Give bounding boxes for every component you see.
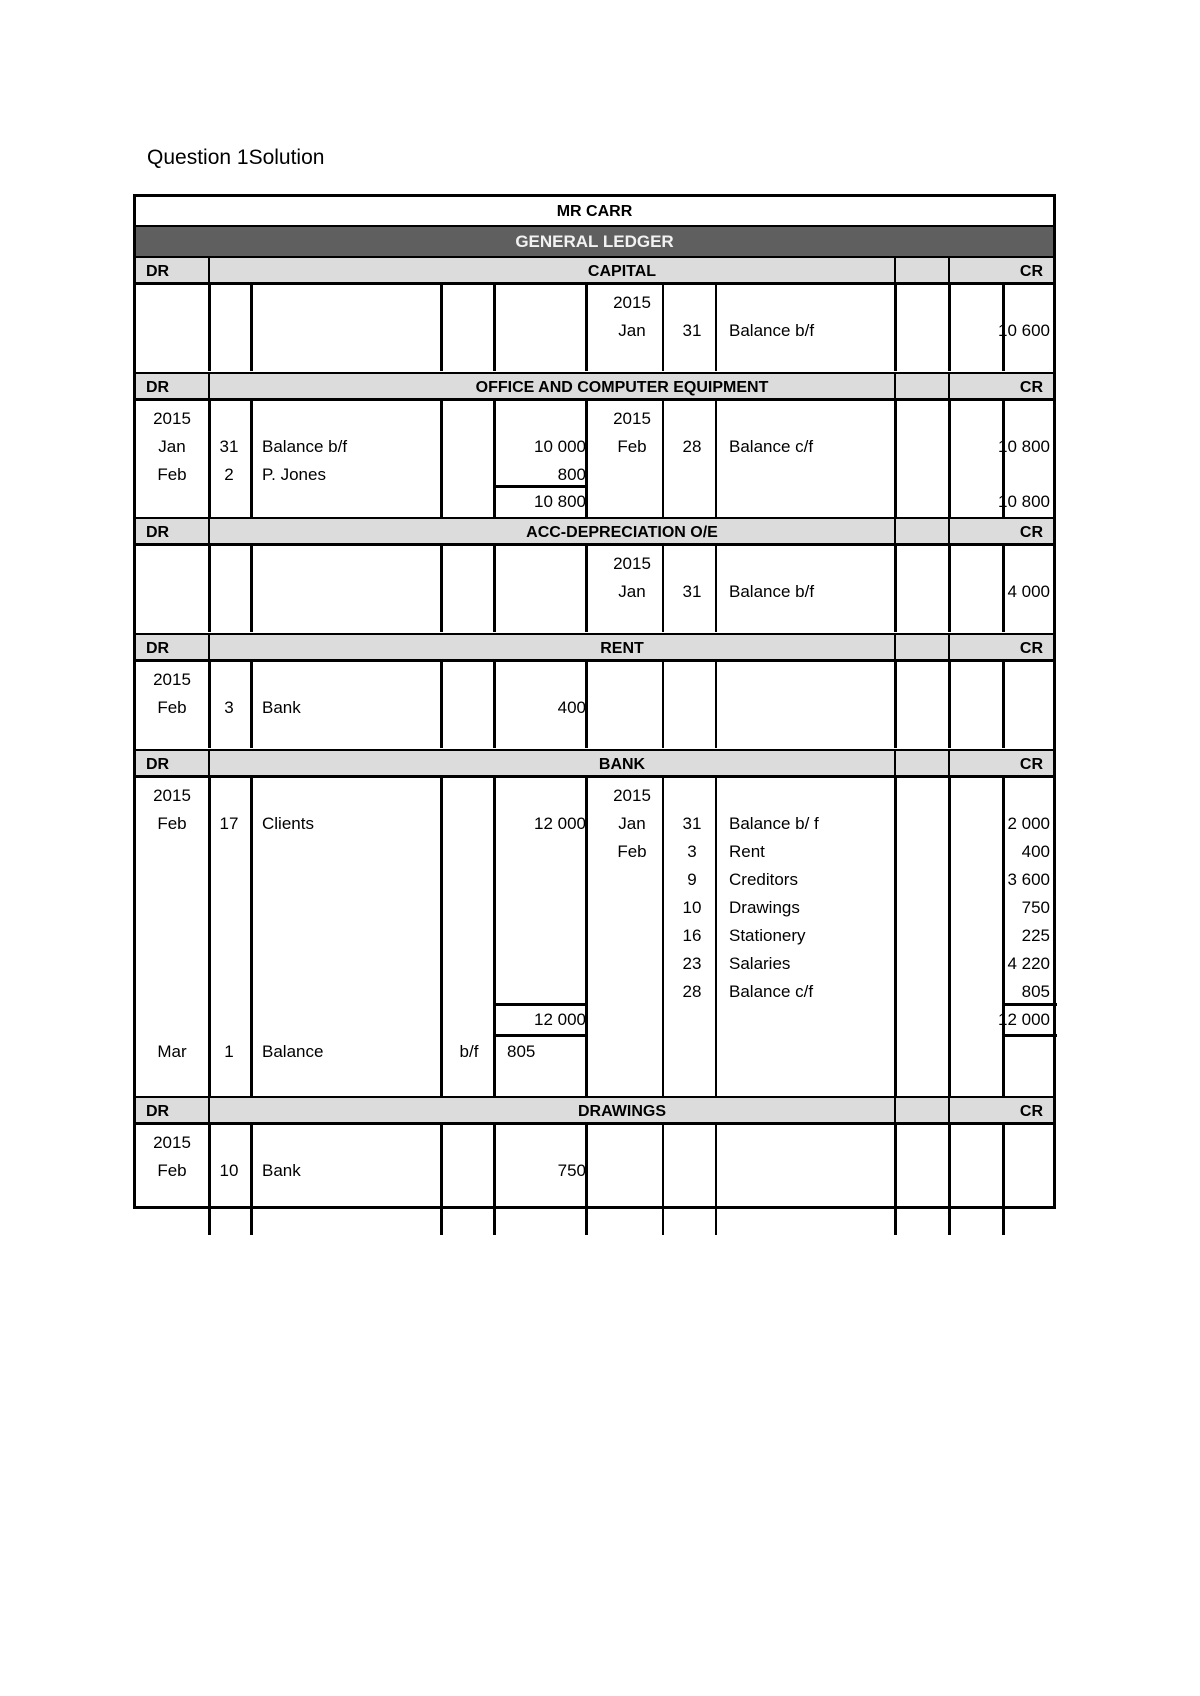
credit-total: 12 000 [998, 1010, 1050, 1029]
entry-year: 2015 [613, 293, 651, 312]
account-title: OFFICE AND COMPUTER EQUIPMENT [475, 379, 769, 396]
entry-month: Feb [157, 465, 187, 484]
column-divider [894, 374, 896, 398]
column-divider [662, 1125, 664, 1235]
general-ledger-table [133, 194, 1056, 1209]
column-divider [250, 546, 253, 632]
column-divider [208, 1098, 210, 1122]
entry-details: Salaries [729, 954, 791, 973]
column-divider [250, 401, 253, 518]
account-title: ACC-DEPRECIATION O/E [526, 524, 718, 541]
entry-amount: 800 [557, 465, 586, 484]
column-divider [585, 285, 588, 371]
entry-day: 1 [224, 1042, 234, 1061]
column-divider [715, 662, 717, 748]
column-divider [948, 374, 950, 398]
entry-amount: 750 [1021, 898, 1050, 917]
account-header-office_equipment [136, 372, 1053, 401]
debit-total: 10 800 [534, 492, 586, 511]
column-divider [250, 285, 253, 371]
cr-label: CR [1019, 756, 1043, 773]
entry-details: Bank [262, 1161, 301, 1180]
column-divider [948, 662, 951, 748]
entry-details: Rent [729, 842, 765, 861]
column-divider [1002, 1125, 1005, 1235]
entry-day: 3 [224, 698, 234, 717]
entry-month: Feb [157, 1161, 187, 1180]
entry-month: Feb [617, 437, 647, 456]
column-divider [894, 1125, 897, 1235]
entry-day: 2 [224, 465, 234, 484]
entry-details: Bank [262, 698, 301, 717]
entry-year: 2015 [613, 786, 651, 805]
entry-amount: 4 000 [1007, 582, 1050, 601]
entry-day: 9 [687, 870, 697, 889]
credit-total: 10 800 [998, 492, 1050, 511]
column-divider [948, 285, 951, 371]
entry-year: 2015 [153, 670, 191, 689]
dr-label: DR [146, 756, 170, 773]
dr-label: DR [146, 379, 170, 396]
entry-amount: 10 000 [534, 437, 586, 456]
entry-details: Creditors [729, 870, 798, 889]
column-divider [208, 751, 210, 775]
cr-label: CR [1019, 379, 1043, 396]
entry-details: Clients [262, 814, 314, 833]
account-header-capital [136, 256, 1053, 285]
column-divider [894, 635, 896, 659]
entry-details: Balance b/ f [729, 814, 819, 833]
column-divider [208, 519, 210, 543]
column-divider [948, 778, 951, 1097]
account-title: BANK [598, 756, 646, 773]
account-header-drawings [136, 1096, 1053, 1125]
column-divider [208, 635, 210, 659]
entry-month: Mar [157, 1042, 187, 1061]
entry-amount: 3 600 [1007, 870, 1050, 889]
account-title: CAPITAL [587, 263, 657, 280]
entry-day: 31 [682, 321, 702, 340]
entry-amount: 400 [1021, 842, 1050, 861]
entry-day: 3 [687, 842, 697, 861]
entry-amount: 10 600 [998, 321, 1050, 340]
account-body-drawings [136, 1125, 1053, 1235]
column-divider [493, 546, 496, 632]
entry-month: Jan [618, 582, 646, 601]
column-divider [948, 1098, 950, 1122]
entry-details: Balance b/f [262, 437, 348, 456]
ledger-owner: MR CARR [136, 197, 1053, 227]
total-rule [493, 1003, 585, 1006]
entry-month: Jan [618, 321, 646, 340]
entry-day: 28 [682, 982, 702, 1001]
account-header-bank [136, 749, 1053, 778]
debit-total: 12 000 [534, 1010, 586, 1029]
ledger-name: GENERAL LEDGER [136, 227, 1053, 256]
column-divider [894, 662, 897, 748]
column-divider [662, 662, 664, 748]
total-rule [493, 485, 585, 488]
entry-month: Feb [157, 698, 187, 717]
entry-details: Balance c/f [729, 982, 814, 1001]
entry-day: 31 [682, 814, 702, 833]
entry-day: 31 [219, 437, 239, 456]
entry-details: Balance b/f [729, 321, 815, 340]
column-divider [948, 635, 950, 659]
total-rule [1002, 1003, 1057, 1006]
dr-label: DR [146, 524, 170, 541]
entry-amount: 10 800 [998, 437, 1050, 456]
entry-year: 2015 [153, 786, 191, 805]
entry-month: Jan [618, 814, 646, 833]
entry-details: Balance b/f [729, 582, 815, 601]
question-title: Question 1Solution [147, 146, 325, 169]
entry-year: 2015 [153, 409, 191, 428]
column-divider [948, 546, 951, 632]
entry-amount: 4 220 [1007, 954, 1050, 973]
column-divider [894, 751, 896, 775]
entry-amount: 805 [507, 1042, 536, 1061]
account-header-rent [136, 633, 1053, 662]
entry-amount: 2 000 [1007, 814, 1050, 833]
entry-details: P. Jones [262, 465, 326, 484]
column-divider [208, 401, 211, 518]
account-body-bank [136, 778, 1053, 1097]
entry-day: 31 [682, 582, 702, 601]
total-rule [493, 1034, 585, 1037]
cr-label: CR [1019, 263, 1043, 280]
cr-label: CR [1019, 640, 1043, 657]
entry-amount: 805 [1021, 982, 1050, 1001]
column-divider [948, 401, 951, 518]
column-divider [208, 258, 210, 282]
entry-details: Balance c/f [729, 437, 814, 456]
entry-day: 17 [219, 814, 239, 833]
entry-year: 2015 [153, 1133, 191, 1152]
column-divider [715, 1125, 717, 1235]
column-divider [948, 1125, 951, 1235]
column-divider [894, 1098, 896, 1122]
column-divider [894, 258, 896, 282]
column-divider [208, 546, 211, 632]
entry-details: Drawings [729, 898, 800, 917]
account-body-rent [136, 662, 1053, 748]
entry-amount: 400 [557, 698, 586, 717]
entry-amount: 225 [1021, 926, 1050, 945]
entry-month: Jan [158, 437, 186, 456]
account-title: DRAWINGS [578, 1103, 666, 1120]
entry-day: 23 [682, 954, 702, 973]
column-divider [440, 546, 443, 632]
cr-label: CR [1019, 1103, 1043, 1120]
entry-amount: 750 [557, 1161, 586, 1180]
column-divider [948, 751, 950, 775]
dr-label: DR [146, 263, 170, 280]
entry-year: 2015 [613, 409, 651, 428]
column-divider [894, 546, 897, 632]
entry-month: Feb [617, 842, 647, 861]
column-divider [894, 401, 897, 518]
account-body-capital [136, 285, 1053, 371]
account-body-office_equipment [136, 401, 1053, 518]
entry-details: Stationery [729, 926, 806, 945]
entry-day: 28 [682, 437, 702, 456]
column-divider [715, 401, 717, 518]
account-title: RENT [600, 640, 644, 657]
entry-amount: 12 000 [534, 814, 586, 833]
column-divider [1002, 662, 1005, 748]
total-rule [1002, 1034, 1057, 1037]
entry-day: 10 [682, 898, 702, 917]
column-divider [585, 546, 588, 632]
dr-label: DR [146, 1103, 170, 1120]
column-divider [894, 285, 897, 371]
entry-details: Balance [262, 1042, 324, 1061]
account-header-acc_depreciation [136, 517, 1053, 546]
column-divider [894, 778, 897, 1097]
entry-day: 16 [682, 926, 702, 945]
column-divider [948, 258, 950, 282]
column-divider [493, 285, 496, 371]
column-divider [894, 519, 896, 543]
entry-day: 10 [219, 1161, 239, 1180]
entry-year: 2015 [613, 554, 651, 573]
cr-label: CR [1019, 524, 1043, 541]
column-divider [440, 401, 443, 518]
column-divider [208, 285, 211, 371]
column-divider [440, 285, 443, 371]
entry-folio: b/f [459, 1042, 479, 1061]
entry-month: Feb [157, 814, 187, 833]
column-divider [948, 519, 950, 543]
dr-label: DR [146, 640, 170, 657]
account-body-acc_depreciation [136, 546, 1053, 632]
column-divider [208, 374, 210, 398]
